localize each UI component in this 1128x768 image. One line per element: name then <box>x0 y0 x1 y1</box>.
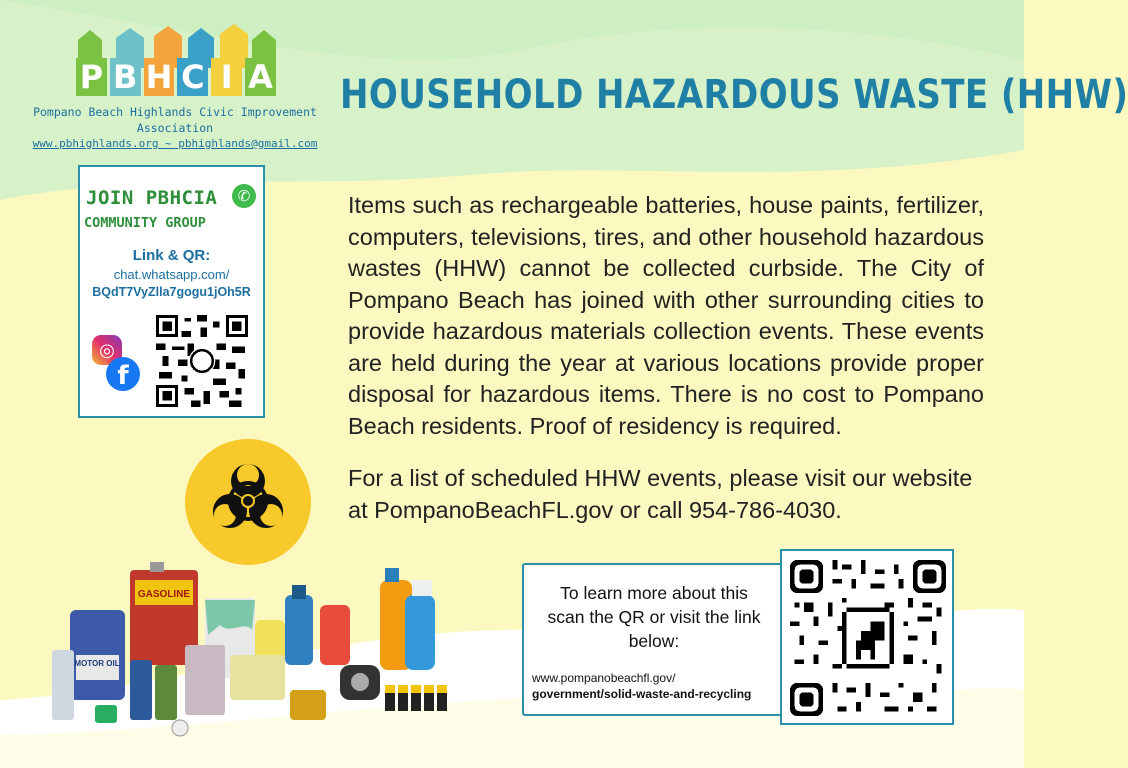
learn-more-url-line2[interactable]: government/solid-waste-and-recycling <box>532 687 752 701</box>
gasoline-label: GASOLINE <box>137 589 191 600</box>
logo-letter: A <box>245 58 276 96</box>
join-community-box <box>78 165 265 418</box>
community-group-heading: COMMUNITY GROUP <box>84 215 206 231</box>
learn-more-text: To learn more about this scan the QR or visit the link below: <box>547 583 761 651</box>
whatsapp-icon[interactable]: ✆ <box>232 184 256 208</box>
motor-oil-label: MOTOR OIL <box>74 659 120 668</box>
whatsapp-qr-code <box>156 315 248 407</box>
learn-more-box <box>522 563 782 716</box>
learn-more-url-line1[interactable]: www.pompanobeachfl.gov/ <box>532 671 676 685</box>
association-name: Pompano Beach Highlands Civic Improvement Association <box>33 105 317 135</box>
instagram-icon[interactable]: ◎ <box>92 335 122 365</box>
association-info <box>30 104 320 152</box>
website-qr-code[interactable] <box>790 559 946 717</box>
logo-letter: C <box>177 58 208 96</box>
biohazard-icon <box>185 439 311 565</box>
join-heading: JOIN PBHCIA <box>86 187 218 209</box>
hhw-events-info: For a list of scheduled HHW events, please visit our website at PompanoBeachFL.gov or call 954-786-4030. <box>348 465 973 523</box>
logo-letters <box>76 58 276 98</box>
link-qr-label: Link & QR: <box>132 247 211 264</box>
page-title: HOUSEHOLD HAZARDOUS WASTE (HHW) <box>340 72 1128 118</box>
website-qr-box <box>780 549 954 725</box>
pbhcia-logo <box>76 28 276 98</box>
whatsapp-link-line1[interactable]: chat.whatsapp.com/ <box>113 267 230 282</box>
logo-letter: B <box>110 58 141 96</box>
whatsapp-link-line2[interactable]: BQdT7VyZlla7gogu1jOh5R <box>92 285 251 299</box>
hhw-description: Items such as rechargeable batteries, house paints, fertilizer, computers, televisions, tires, and other household hazardous wastes (HHW) cannot be collected curbside. The City of Pompano Beach has joined with other surrounding cities to provide hazardous materials collection events. These events are held during the year at various locations provide proper disposal for hazardous items. There is no cost to Pompano Beach residents. Proof of residency is required. <box>348 192 984 439</box>
hazardous-products-illustration <box>40 560 470 750</box>
logo-letter: P <box>76 58 107 96</box>
logo-letter: I <box>211 58 242 96</box>
facebook-icon[interactable]: f <box>106 357 140 391</box>
logo-letter: H <box>144 58 175 96</box>
association-contact[interactable]: www.pbhighlands.org ~ pbhighlands@gmail.com <box>32 137 318 150</box>
